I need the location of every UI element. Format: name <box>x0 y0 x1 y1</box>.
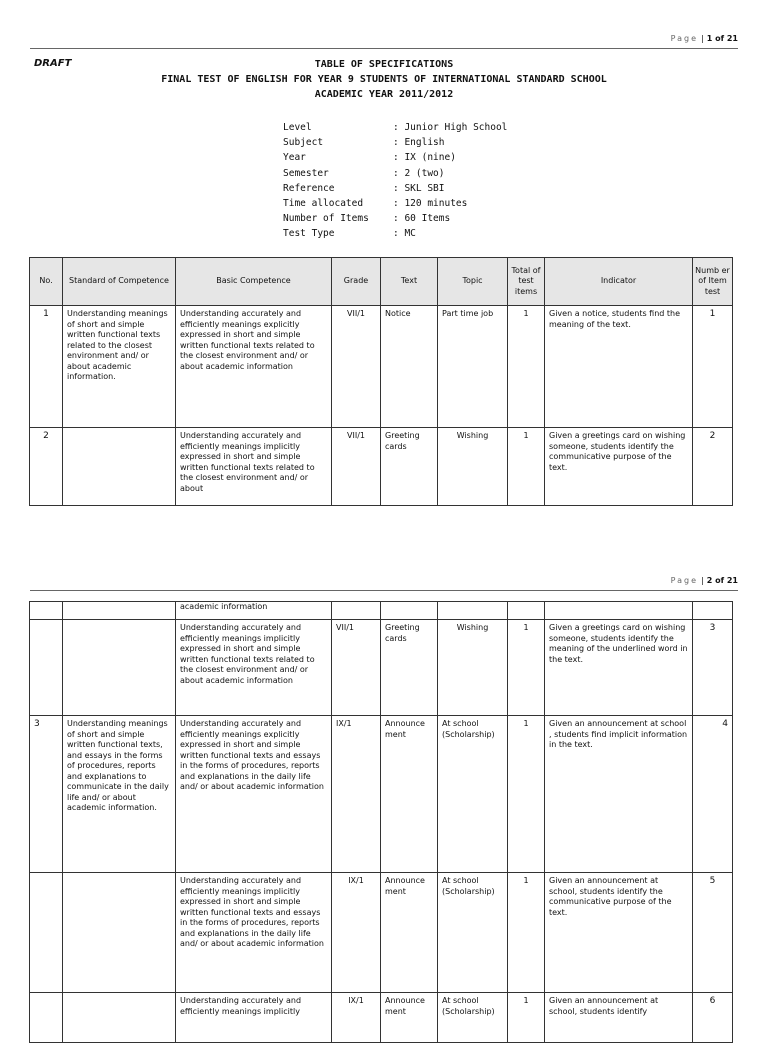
col-header-indicator: Indicator <box>545 258 693 306</box>
meta-row: Reference : SKL SBI <box>283 182 445 194</box>
cell-grade <box>332 602 381 620</box>
cell-basic: Understanding accurately and efficiently meanings implicitly <box>176 993 332 1043</box>
cell-standard: Understanding meanings of short and simple written functional texts related to the closest environment and/ or about academic information. <box>63 306 176 428</box>
table-row <box>30 602 733 620</box>
meta-row: Level : Junior High School <box>283 122 508 133</box>
cell-indicator <box>545 602 693 620</box>
page-number-value: 1 of 21 <box>706 34 738 43</box>
table-header-row <box>30 258 733 306</box>
cell-text <box>381 602 438 620</box>
document-subtitle: FINAL TEST OF ENGLISH FOR YEAR 9 STUDENTS OF INTERNATIONAL STANDARD SCHOOL <box>161 74 607 85</box>
academic-year: ACADEMIC YEAR 2011/2012 <box>314 89 454 100</box>
cell-item <box>693 602 733 620</box>
cell-text: Announce ment <box>381 716 438 873</box>
cell-standard <box>63 620 176 716</box>
meta-row: Test Type : MC <box>283 228 416 240</box>
cell-grade: IX/1 <box>332 873 381 993</box>
cell-item: 3 <box>693 620 733 716</box>
table-row <box>30 306 733 428</box>
meta-row: Year : IX (nine) <box>283 152 456 164</box>
document-title: TABLE OF SPECIFICATIONS <box>314 59 454 70</box>
cell-standard <box>63 428 176 506</box>
cell-basic: Understanding accurately and efficiently meanings implicitly expressed in short and simple written functional texts and essays in the forms of procedures, reports and explanations in the daily life and/ or about academic information <box>176 873 332 993</box>
meta-row: Time allocated : 120 minutes <box>283 198 468 210</box>
cell-standard <box>63 602 176 620</box>
cell-topic <box>438 602 508 620</box>
cell-indicator: Given a greetings card on wishing someone, students identify the meaning of the underlined word in the text. <box>545 620 693 716</box>
cell-indicator: Given an announcement at school, students identify the communicative purpose of the text. <box>545 873 693 993</box>
meta-row: Semester : 2 (two) <box>283 167 445 179</box>
meta-row: Number of Items : 60 Items <box>283 213 451 225</box>
cell-grade: VII/1 <box>332 306 381 428</box>
cell-item: 5 <box>693 873 733 993</box>
col-header-standard: Standard of Competence <box>63 258 176 306</box>
cell-basic: Understanding accurately and efficiently meanings explicitly expressed in short and simple written functional texts and essays in the forms of procedures, reports and explanations in the daily life and/ or about academic information <box>176 716 332 873</box>
page-number: Page | 1 of 21 <box>670 34 738 43</box>
cell-item: 6 <box>693 993 733 1043</box>
cell-total <box>508 602 545 620</box>
page-number: Page | 2 of 21 <box>670 576 738 585</box>
cell-no: 2 <box>30 428 63 506</box>
cell-text: Greeting cards <box>381 620 438 716</box>
cell-total: 1 <box>508 306 545 428</box>
cell-indicator: Given a greetings card on wishing someone, students identify the communicative purpose of the text. <box>545 428 693 506</box>
test-metadata <box>283 120 507 242</box>
specification-table-page-1 <box>29 257 733 506</box>
cell-total: 1 <box>508 428 545 506</box>
page-number-value: 2 of 21 <box>706 576 738 585</box>
col-header-item-number: Numb er of Item test <box>693 258 733 306</box>
cell-no <box>30 993 63 1043</box>
cell-indicator: Given an announcement at school, students identify <box>545 993 693 1043</box>
cell-standard <box>63 873 176 993</box>
cell-total: 1 <box>508 716 545 873</box>
page-label: Page <box>670 34 699 43</box>
cell-topic: Part time job <box>438 306 508 428</box>
cell-no <box>30 602 63 620</box>
cell-grade: IX/1 <box>332 993 381 1043</box>
table-row <box>30 716 733 873</box>
cell-standard: Understanding meanings of short and simple written functional texts, and essays in the forms of procedures, reports and explanations to communicate in the daily life and/ or about academic information. <box>63 716 176 873</box>
cell-basic: academic information <box>176 602 332 620</box>
table-row <box>30 428 733 506</box>
cell-text: Notice <box>381 306 438 428</box>
cell-grade: IX/1 <box>332 716 381 873</box>
cell-basic: Understanding accurately and efficiently meanings explicitly expressed in short and simple written functional texts related to the closest environment and/ or about academic information <box>176 306 332 428</box>
col-header-basic: Basic Competence <box>176 258 332 306</box>
col-header-grade: Grade <box>332 258 381 306</box>
cell-indicator: Given a notice, students find the meaning of the text. <box>545 306 693 428</box>
cell-item: 1 <box>693 306 733 428</box>
cell-topic: Wishing <box>438 620 508 716</box>
cell-basic: Understanding accurately and efficiently meanings implicitly expressed in short and simple written functional texts related to the closest environment and/ or about academic information <box>176 620 332 716</box>
meta-row: Subject : English <box>283 137 445 149</box>
cell-topic: At school (Scholarship) <box>438 873 508 993</box>
table-row <box>30 993 733 1043</box>
cell-no <box>30 620 63 716</box>
cell-grade: VII/1 <box>332 428 381 506</box>
cell-indicator: Given an announcement at school , students find implicit information in the text. <box>545 716 693 873</box>
cell-item: 2 <box>693 428 733 506</box>
specification-table-page-2 <box>29 601 733 1043</box>
cell-topic: At school (Scholarship) <box>438 993 508 1043</box>
cell-no <box>30 873 63 993</box>
cell-topic: At school (Scholarship) <box>438 716 508 873</box>
cell-no: 1 <box>30 306 63 428</box>
header-rule <box>30 48 738 49</box>
col-header-topic: Topic <box>438 258 508 306</box>
cell-total: 1 <box>508 620 545 716</box>
cell-topic: Wishing <box>438 428 508 506</box>
col-header-no: No. <box>30 258 63 306</box>
draft-label: DRAFT <box>34 58 72 69</box>
cell-text: Announce ment <box>381 993 438 1043</box>
page-label: Page <box>670 576 699 585</box>
cell-no: 3 <box>30 716 63 873</box>
col-header-total: Total of test items <box>508 258 545 306</box>
cell-text: Announce ment <box>381 873 438 993</box>
cell-grade: VII/1 <box>332 620 381 716</box>
table-row <box>30 620 733 716</box>
document-page-2 <box>0 570 768 1024</box>
cell-total: 1 <box>508 993 545 1043</box>
page-gap <box>0 540 768 570</box>
header-rule <box>30 590 738 591</box>
cell-total: 1 <box>508 873 545 993</box>
cell-basic: Understanding accurately and efficiently meanings implicitly expressed in short and simple written functional texts related to the closest environment and/ or about <box>176 428 332 506</box>
cell-item: 4 <box>693 716 733 873</box>
table-row <box>30 873 733 993</box>
cell-standard <box>63 993 176 1043</box>
col-header-text: Text <box>381 258 438 306</box>
cell-text: Greeting cards <box>381 428 438 506</box>
